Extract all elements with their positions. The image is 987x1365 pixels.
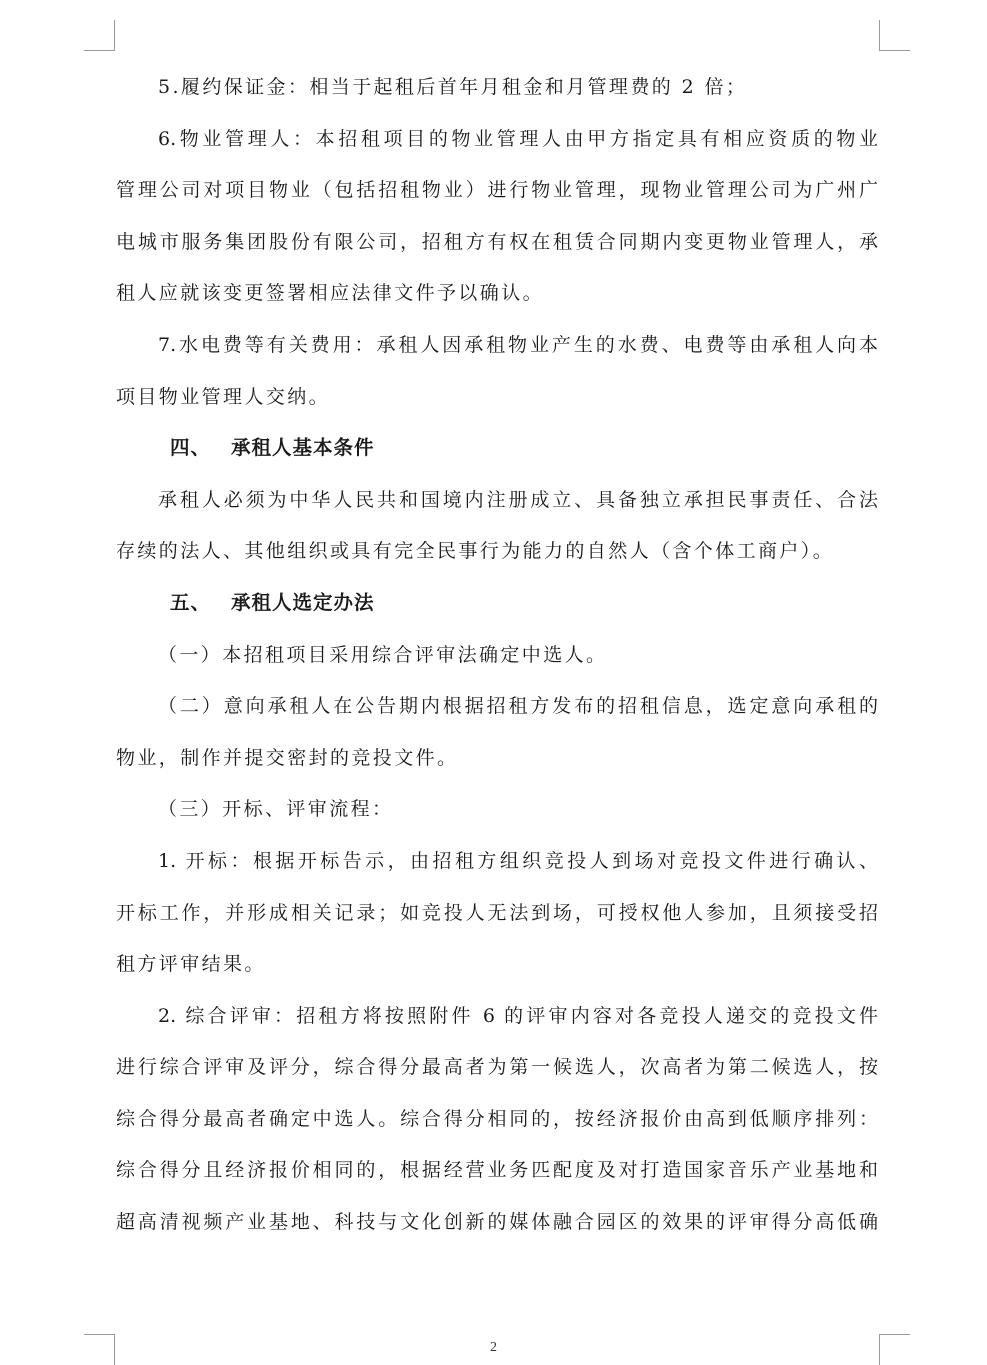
crop-mark-top-right — [879, 20, 910, 51]
clause-6-line-3: 电城市服务集团股份有限公司，招租方有权在租赁合同期内变更物业管理人，承 — [116, 230, 878, 253]
step-2-line-2: 进行综合评审及评分，综合得分最高者为第一候选人，次高者为第二候选人，按 — [116, 1056, 878, 1079]
section-four-number: 四、 — [170, 436, 212, 460]
section-heading-four — [116, 425, 878, 477]
section-four-title: 承租人基本条件 — [231, 436, 375, 460]
crop-mark-top-left — [84, 20, 115, 51]
item-two-line-2: 物业，制作并提交密封的竞投文件。 — [116, 746, 459, 769]
document-body — [116, 64, 878, 1251]
clause-6-line-2: 管理公司对项目物业（包括招租物业）进行物业管理，现物业管理公司为广州广 — [116, 179, 878, 202]
section-four-line-1: 承租人必须为中华人民共和国境内注册成立、具备独立承担民事责任、合法 — [158, 488, 878, 511]
step-1-line-2: 开标工作，并形成相关记录；如竞投人无法到场，可授权他人参加，且须接受招 — [116, 901, 878, 924]
page-number: 2 — [490, 1340, 497, 1355]
clause-7-line-2: 项目物业管理人交纳。 — [116, 385, 331, 408]
clause-5-performance-bond: 5.履约保证金：相当于起租后首年月租金和月管理费的 2 倍； — [158, 76, 748, 98]
step-2-line-3: 综合得分最高者确定中选人。综合得分相同的，按经济报价由高到低顺序排列： — [116, 1107, 878, 1130]
clause-6-line-1: 6.物业管理人：本招租项目的物业管理人由甲方指定具有相应资质的物业 — [158, 127, 878, 150]
section-four-line-2: 存续的法人、其他组织或具有完全民事行为能力的自然人（含个体工商户）。 — [116, 540, 835, 563]
step-1-line-1: 1. 开标：根据开标告示，由招租方组织竞投人到场对竞投文件进行确认、 — [158, 849, 878, 872]
section-five-number: 五、 — [170, 590, 212, 614]
step-2-line-5: 超高清视频产业基地、科技与文化创新的媒体融合园区的效果的评审得分高低确 — [116, 1211, 878, 1234]
item-two-line-1: （二）意向承租人在公告期内根据招租方发布的招租信息，选定意向承租的 — [158, 695, 878, 718]
step-1-line-3: 租方评审结果。 — [116, 953, 266, 976]
item-three: （三）开标、评审流程： — [158, 798, 394, 821]
clause-6-line-4: 租人应就该变更签署相应法律文件予以确认。 — [116, 282, 545, 305]
item-one: （一）本招租项目采用综合评审法确定中选人。 — [158, 643, 608, 666]
section-heading-five — [116, 580, 878, 632]
clause-7-line-1: 7.水电费等有关费用：承租人因承租物业产生的水费、电费等由承租人向本 — [158, 333, 878, 356]
step-2-line-1: 2. 综合评审：招租方将按照附件 6 的评审内容对各竞投人递交的竞投文件 — [158, 1004, 878, 1027]
step-2-line-4: 综合得分且经济报价相同的，根据经营业务匹配度及对打造国家音乐产业基地和 — [116, 1159, 878, 1182]
section-five-title: 承租人选定办法 — [231, 590, 375, 614]
